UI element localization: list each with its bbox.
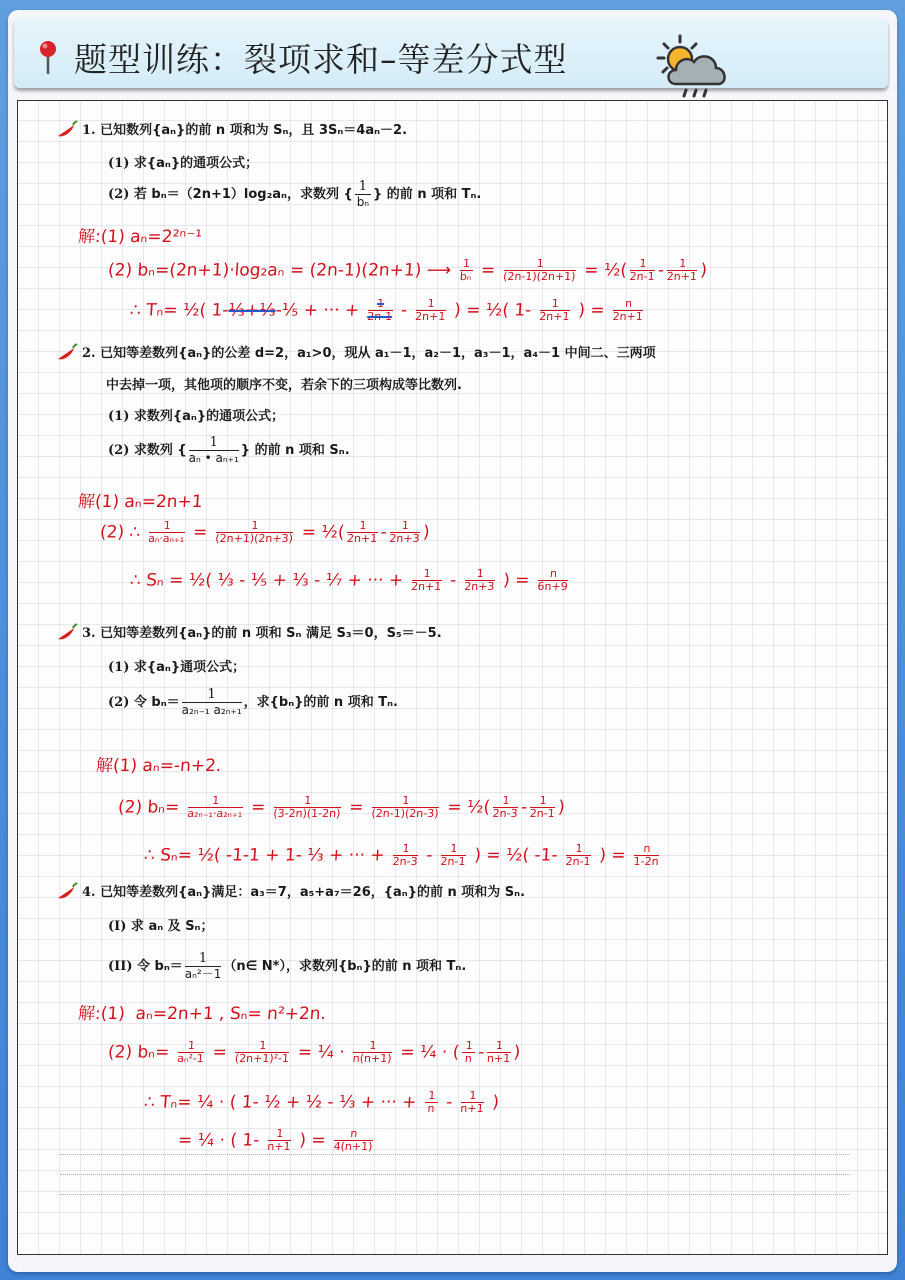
problem-2-part-2: (2) 求数列 { $\frac{1}{\text{aₙ • aₙ₊₁}}$ } 的前 n 项和 Sₙ. (108, 435, 350, 465)
problem-1-part-2: (2) 若 bₙ＝（2n+1）log₂aₙ，求数列 { $\frac{1}{\text{bₙ}}$ } 的前 n 项和 Tₙ. (108, 179, 482, 209)
ruled-line (60, 1174, 850, 1175)
problem-3-part-1: (1) 求{aₙ}通项公式； (108, 660, 246, 675)
problem-2-stem-line-2: 中去掉一项，其他项的顺序不变，若余下的三项构成等比数列. (106, 378, 462, 393)
map-pin-icon (38, 40, 58, 76)
chili-pepper-icon (56, 882, 78, 902)
problem-2-stem-line-1: 2. 已知等差数列{aₙ}的公差 d=2，a₁>0，现从 a₁－1，a₂－1，a₃－1，a₄－1 中间二、三两项 (82, 346, 656, 361)
page-title: 题型训练：裂项求和–等差分式型 (74, 40, 568, 79)
problem-4-part-1: (I) 求 aₙ 及 Sₙ； (108, 919, 214, 934)
problem-3-stem: 3. 已知等差数列{aₙ}的前 n 项和 Sₙ 满足 S₃＝0，S₅＝－5. (82, 626, 442, 641)
solution-4-line-4: = ¼ · ( 1- $\frac{1}{n+1}$ ) = $\frac{n}{4(n+1)}$ (177, 1127, 373, 1153)
problem-2-part-1: (1) 求数列{aₙ}的通项公式； (108, 409, 285, 424)
solution-2-line-3: ∴ Sₙ = ½( ⅓ - ⅕ + ⅓ - ⅐ + ··· + $\frac{1}{2n+1}$ - $\frac{1}{2n+3}$ ) = $\frac{n}{6n+9}$ (129, 567, 569, 593)
ruled-line (60, 1194, 850, 1195)
title-banner (14, 18, 888, 88)
solution-2-line-1: 解(1) aₙ=2n+1 (77, 492, 204, 512)
solution-2-line-2: (2) ∴ $\frac{1}{\text{aₙ·aₙ₊₁}}$ = $\frac{1}{(2n+1)(2n+3)}$ = ½( $\frac{1}{2n+1}$ - $\frac{1}{2n+3}$ ) (99, 519, 431, 545)
problem-1-part-1: (1) 求{aₙ}的通项公式； (108, 156, 259, 171)
solution-3-line-1: 解(1) aₙ=-n+2. (95, 756, 223, 776)
chili-pepper-icon (56, 120, 78, 140)
problem-1-stem: 1. 已知数列{aₙ}的前 n 项和为 Sₙ，且 3Sₙ＝4aₙ－2. (82, 123, 408, 138)
chili-pepper-icon (56, 343, 78, 363)
solution-4-line-3: ∴ Tₙ= ¼ · ( 1- ½ + ½ - ⅓ + ··· + $\frac{1}{n}$ - $\frac{1}{n+1}$ ) (143, 1089, 500, 1115)
problem-4-stem: 4. 已知等差数列{aₙ}满足：a₃＝7，a₅+a₇＝26，{aₙ}的前 n 项和为 Sₙ. (82, 885, 526, 900)
solution-1-line-2: (2) bₙ=(2n+1)·log₂aₙ = (2n-1)(2n+1) ⟶ $\frac{1}{\text{bₙ}}$ = $\frac{1}{(2n-1)(2n+1)}$ = ½( $\frac{1}{2n-1}$ - $\frac{1}{2n+1}$ ) (107, 257, 708, 283)
solution-1-line-1: 解:(1) aₙ=2²ⁿ⁻¹ (77, 227, 203, 247)
ruled-line (60, 1154, 850, 1155)
sun-behind-rain-cloud-icon (654, 32, 736, 104)
solution-3-line-3: ∴ Sₙ= ½( -1-1 + 1- ⅓ + ··· + $\frac{1}{2n-3}$ - $\frac{1}{2n-1}$ ) = ½( -1- $\frac{1}{2n-1}$ ) = $\frac{n}{1-2n}$ (143, 842, 660, 868)
solution-3-line-2: (2) bₙ= $\frac{1}{\text{a₂ₙ₋₁·a₂ₙ₊₁}}$ = $\frac{1}{(3-2n)(1-2n)}$ = $\frac{1}{(2n-1)(2n-3)}$ = ½( $\frac{1}{2n-3}$ - $\frac{1}{2n-1}$ ) (117, 794, 566, 820)
problem-3-part-2: (2) 令 bₙ＝ $\frac{1}{\text{a₂ₙ₋₁ a₂ₙ₊₁}}$ ，求{bₙ}的前 n 项和 Tₙ. (108, 687, 398, 717)
chili-pepper-icon (56, 623, 78, 643)
solution-1-line-3: ∴ Tₙ= ½( 1-⅓+⅓-⅕ + ··· + $\frac{1}{2n-1}$ - $\frac{1}{2n+1}$ ) = ½( 1- $\frac{1}{2n+1}$ ) = $\frac{n}{2n+1}$ (129, 297, 644, 323)
solution-4-line-2: (2) bₙ= $\frac{1}{\text{aₙ²-1}}$ = $\frac{1}{\text{(2n+1)²-1}}$ = ¼ · $\frac{1}{n(n+1)}$ = ¼ · ( $\frac{1}{n}$ - $\frac{1}{n+1}$ ) (107, 1039, 521, 1065)
problem-4-part-2: (II) 令 bₙ＝ $\frac{1}{\text{aₙ²－1}}$ （n∈ N*），求数列{bₙ}的前 n 项和 Tₙ. (108, 951, 467, 981)
solution-4-line-1: 解:(1) aₙ=2n+1 , Sₙ= n²+2n. (77, 1004, 327, 1024)
